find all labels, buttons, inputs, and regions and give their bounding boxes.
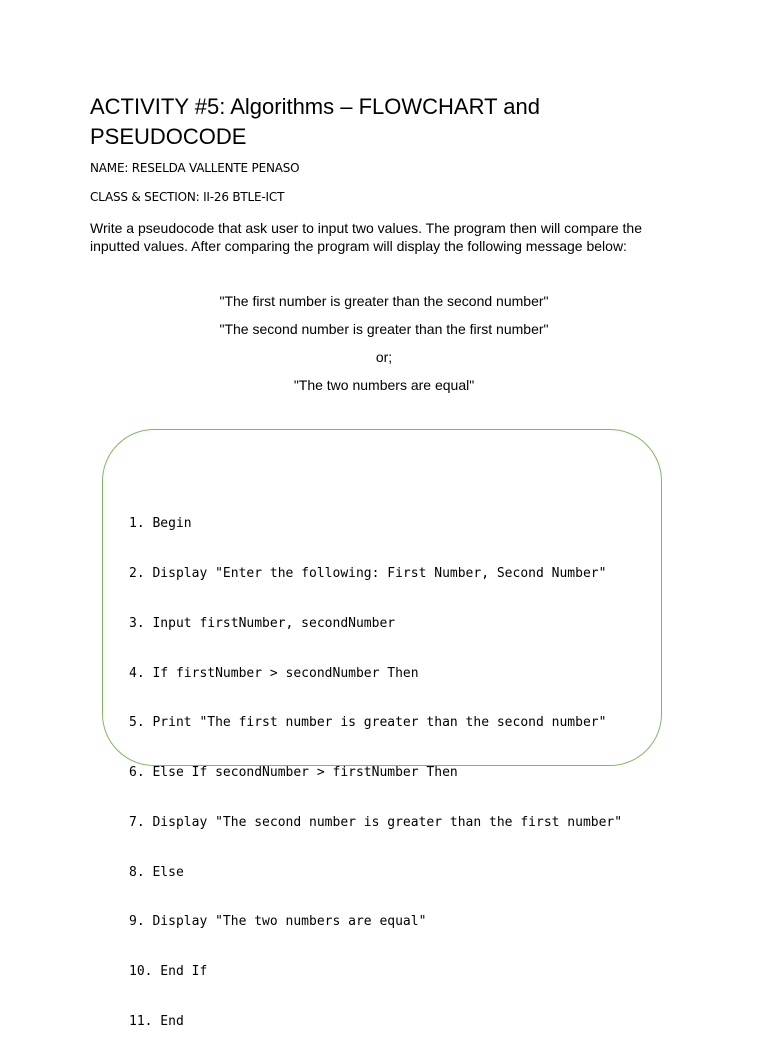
page-title: ACTIVITY #5: Algorithms – FLOWCHART and PSEUDOCODE bbox=[90, 94, 540, 149]
pseudocode-line: 7. Display "The second number is greater than the first number" bbox=[129, 814, 623, 830]
pseudocode-line: 8. Else bbox=[129, 864, 184, 880]
pseudocode-line: 9. Display "The two numbers are equal" bbox=[129, 914, 427, 930]
pseudocode-line: 10. End If bbox=[129, 964, 208, 980]
pseudocode-line: 5. Print "The first number is greater than the second number" bbox=[129, 715, 607, 731]
pseudocode-line: 3. Input firstNumber, secondNumber bbox=[129, 615, 396, 631]
instructions-paragraph: Write a pseudocode that ask user to input two values. The program then will compare the inputted values. After comparing the program will display the following message below: bbox=[90, 220, 643, 254]
pseudocode-line: 4. If firstNumber > secondNumber Then bbox=[129, 665, 419, 681]
student-name: NAME: RESELDA VALLENTE PENASO bbox=[90, 161, 300, 175]
class-section: CLASS & SECTION: II-26 BTLE-ICT bbox=[90, 190, 285, 204]
pseudocode-box bbox=[102, 429, 662, 1029]
message-or: or; bbox=[375, 349, 393, 365]
pseudocode-line: 6. Else If secondNumber > firstNumber Then bbox=[129, 765, 458, 781]
message-equal: "The two numbers are equal" bbox=[293, 377, 475, 393]
message-first-greater: "The first number is greater than the second number" bbox=[219, 293, 549, 309]
pseudocode-line: 11. End bbox=[129, 1014, 184, 1029]
pseudocode-line: 1. Begin bbox=[129, 516, 192, 532]
pseudocode-listing bbox=[129, 483, 639, 1064]
message-second-greater: "The second number is greater than the first number" bbox=[219, 321, 549, 337]
pseudocode-line: 2. Display "Enter the following: First Number, Second Number" bbox=[129, 565, 607, 581]
expected-messages bbox=[0, 291, 768, 403]
